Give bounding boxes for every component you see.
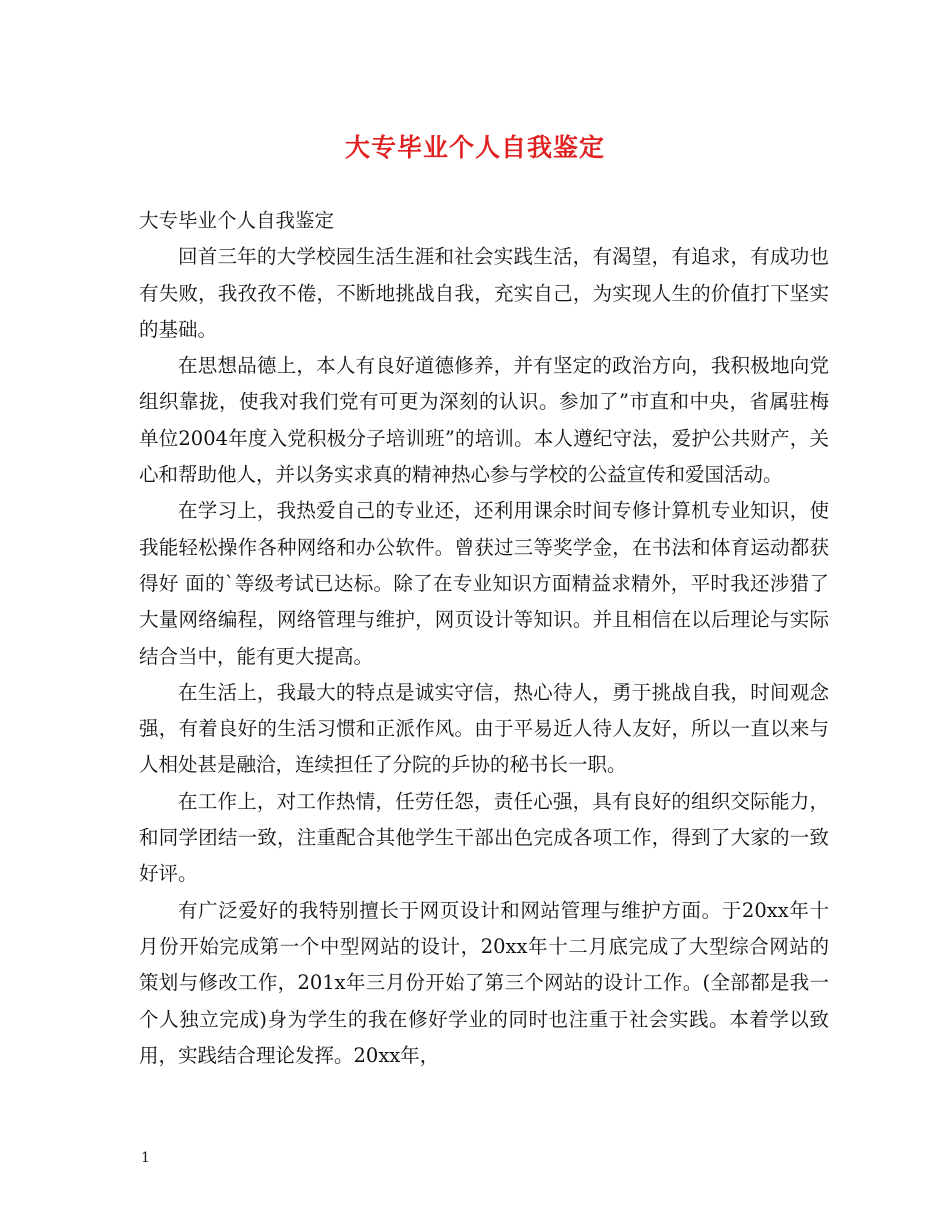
document-subtitle: 大专毕业个人自我鉴定 bbox=[139, 209, 335, 232]
document-body bbox=[139, 203, 829, 1074]
paragraph-study: 在学习上，我热爱自己的专业还，还利用课余时间专修计算机专业知识，使我能轻松操作各种网络和办公软件。曾获过三等奖学金，在书法和体育运动都获得好 面的`等级考试已达标。除了在专业知识方面精益求精外，平时我还涉猎了大量网络编程，网络管理与维护，网页设计等知识。并且相信在以后理论与实际结合当中，能有更大提高。 bbox=[139, 499, 829, 668]
page-number: 1 bbox=[141, 1150, 150, 1166]
paragraph-hobbies: 有广泛爱好的我特别擅长于网页设计和网站管理与维护方面。于20xx年十月份开始完成第一个中型网站的设计，20xx年十二月底完成了大型综合网站的策划与修改工作，201x年三月份开始了第三个网站的设计工作。(全部都是我一个人独立完成)身为学生的我在修好学业的同时也注重于社会实践。本着学以致用，实践结合理论发挥。20xx年， bbox=[139, 898, 829, 1067]
document-title: 大专毕业个人自我鉴定 bbox=[344, 133, 605, 162]
paragraph-life: 在生活上，我最大的特点是诚实守信，热心待人，勇于挑战自我，时间观念强，有着良好的生活习惯和正派作风。由于平易近人待人友好，所以一直以来与人相处甚是融洽，连续担任了分院的乒协的秘书长一职。 bbox=[139, 680, 829, 777]
paragraph-intro: 回首三年的大学校园生活生涯和社会实践生活，有渴望，有追求，有成功也有失败，我孜孜不倦，不断地挑战自我，充实自己，为实现人生的价值打下坚实的基础。 bbox=[139, 245, 829, 341]
paragraph-morality: 在思想品德上，本人有良好道德修养，并有坚定的政治方向，我积极地向党组织靠拢，使我对我们党有可更为深刻的认识。参加了”市直和中央，省属驻梅单位2004年度入党积极分子培训班”的培训。本人遵纪守法，爱护公共财产，关心和帮助他人，并以务实求真的精神热心参与学校的公益宣传和爱国活动。 bbox=[139, 354, 829, 487]
paragraph-work: 在工作上，对工作热情，任劳任怨，责任心强，具有良好的组织交际能力，和同学团结一致，注重配合其他学生干部出色完成各项工作，得到了大家的一致好评。 bbox=[139, 789, 829, 886]
